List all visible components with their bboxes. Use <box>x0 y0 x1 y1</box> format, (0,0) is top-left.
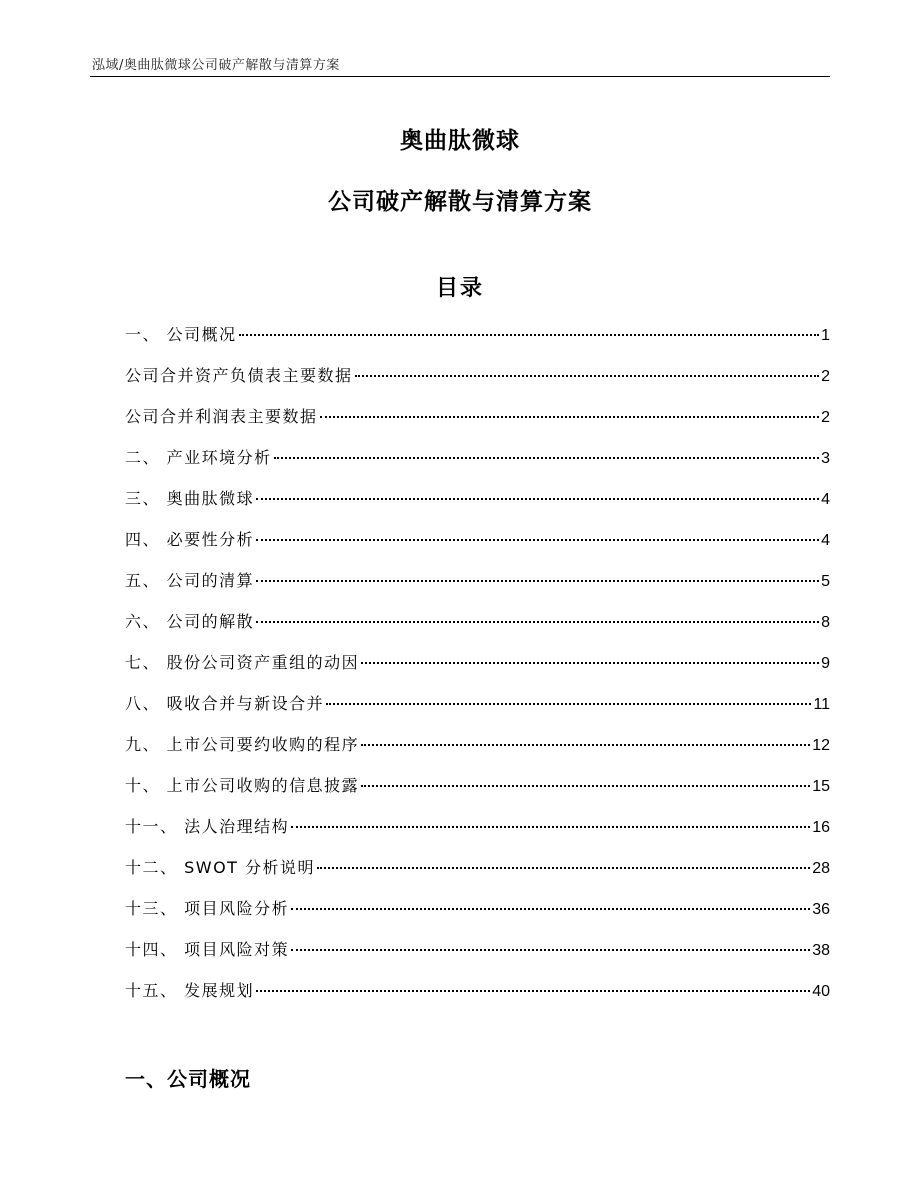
toc-entry[interactable] <box>125 773 830 814</box>
toc-dot-leader <box>355 375 820 377</box>
toc-entry-page-number: 15 <box>812 778 830 795</box>
toc-heading: 目录 <box>435 276 484 301</box>
toc-entry-page-number: 2 <box>821 368 830 385</box>
toc-entry[interactable] <box>125 322 830 363</box>
toc-entry[interactable] <box>125 404 830 445</box>
toc-dot-leader <box>256 539 819 541</box>
toc-dot-leader <box>256 990 810 992</box>
toc-entry-page-number: 16 <box>812 819 830 836</box>
toc-entry[interactable] <box>125 486 830 527</box>
document-title-line-2: 公司破产解散与清算方案 <box>328 189 592 215</box>
toc-dot-leader <box>256 621 819 623</box>
toc-entry-page-number: 40 <box>812 983 830 1000</box>
toc-entry[interactable] <box>125 937 830 978</box>
toc-entry-page-number: 12 <box>812 737 830 754</box>
toc-dot-leader <box>317 867 810 869</box>
toc-entry-label: 十一、 法人治理结构 <box>125 817 290 836</box>
toc-entry[interactable] <box>125 691 830 732</box>
toc-entry[interactable] <box>125 568 830 609</box>
toc-entry[interactable] <box>125 896 830 937</box>
toc-entry-page-number: 36 <box>812 901 830 918</box>
toc-entry-page-number: 9 <box>821 655 830 672</box>
toc-dot-leader <box>361 744 810 746</box>
toc-entry-label: 十、 上市公司收购的信息披露 <box>125 776 360 795</box>
toc-entry-label: 八、 吸收合并与新设合并 <box>125 694 325 713</box>
toc-entry-label: 三、 奥曲肽微球 <box>125 489 255 508</box>
toc-dot-leader <box>291 826 810 828</box>
toc-dot-leader <box>326 703 811 705</box>
toc-entry-page-number: 38 <box>812 942 830 959</box>
toc-entry-page-number: 1 <box>821 327 830 344</box>
header-divider <box>90 76 830 77</box>
toc-entry-label: 四、 必要性分析 <box>125 530 255 549</box>
toc-dot-leader <box>256 498 819 500</box>
section-heading: 一、公司概况 <box>125 1067 251 1091</box>
toc-entry-label: 十三、 项目风险分析 <box>125 899 290 918</box>
toc-entry[interactable] <box>125 732 830 773</box>
toc-entry-label: 十二、 SWOT 分析说明 <box>125 858 316 877</box>
toc-dot-leader <box>361 785 810 787</box>
toc-entry[interactable] <box>125 445 830 486</box>
toc-entry-label: 公司合并资产负债表主要数据 <box>125 366 353 385</box>
running-header: 泓域/奥曲肽微球公司破产解散与清算方案 <box>92 58 340 73</box>
toc-entry[interactable] <box>125 855 830 896</box>
toc-entry-label: 一、 公司概况 <box>125 325 237 344</box>
toc-entry-label: 公司合并利润表主要数据 <box>125 407 318 426</box>
toc-entry-page-number: 8 <box>821 614 830 631</box>
toc-dot-leader <box>291 908 810 910</box>
toc-entry[interactable] <box>125 609 830 650</box>
toc-entry-label: 七、 股份公司资产重组的动因 <box>125 653 360 672</box>
toc-entry[interactable] <box>125 363 830 404</box>
toc-entry-page-number: 3 <box>821 450 830 467</box>
toc-entry-page-number: 28 <box>812 860 830 877</box>
toc-entry-label: 六、 公司的解散 <box>125 612 255 631</box>
toc-dot-leader <box>239 334 820 336</box>
toc-entry-page-number: 4 <box>821 491 830 508</box>
toc-entry-label: 九、 上市公司要约收购的程序 <box>125 735 360 754</box>
toc-dot-leader <box>256 580 819 582</box>
toc-dot-leader <box>320 416 820 418</box>
toc-entry[interactable] <box>125 527 830 568</box>
toc-entry-label: 十四、 项目风险对策 <box>125 940 290 959</box>
toc-dot-leader <box>274 457 820 459</box>
toc-entry-page-number: 11 <box>813 696 830 713</box>
toc-entry-page-number: 4 <box>821 532 830 549</box>
toc-entry[interactable] <box>125 978 830 1019</box>
toc-entry[interactable] <box>125 650 830 691</box>
toc-entry-label: 十五、 发展规划 <box>125 981 255 1000</box>
table-of-contents <box>125 322 830 1019</box>
toc-dot-leader <box>291 949 810 951</box>
toc-entry[interactable] <box>125 814 830 855</box>
toc-entry-page-number: 5 <box>821 573 830 590</box>
document-title-line-1: 奥曲肽微球 <box>400 128 520 154</box>
toc-dot-leader <box>361 662 819 664</box>
toc-entry-page-number: 2 <box>821 409 830 426</box>
toc-entry-label: 二、 产业环境分析 <box>125 448 272 467</box>
toc-entry-label: 五、 公司的清算 <box>125 571 255 590</box>
